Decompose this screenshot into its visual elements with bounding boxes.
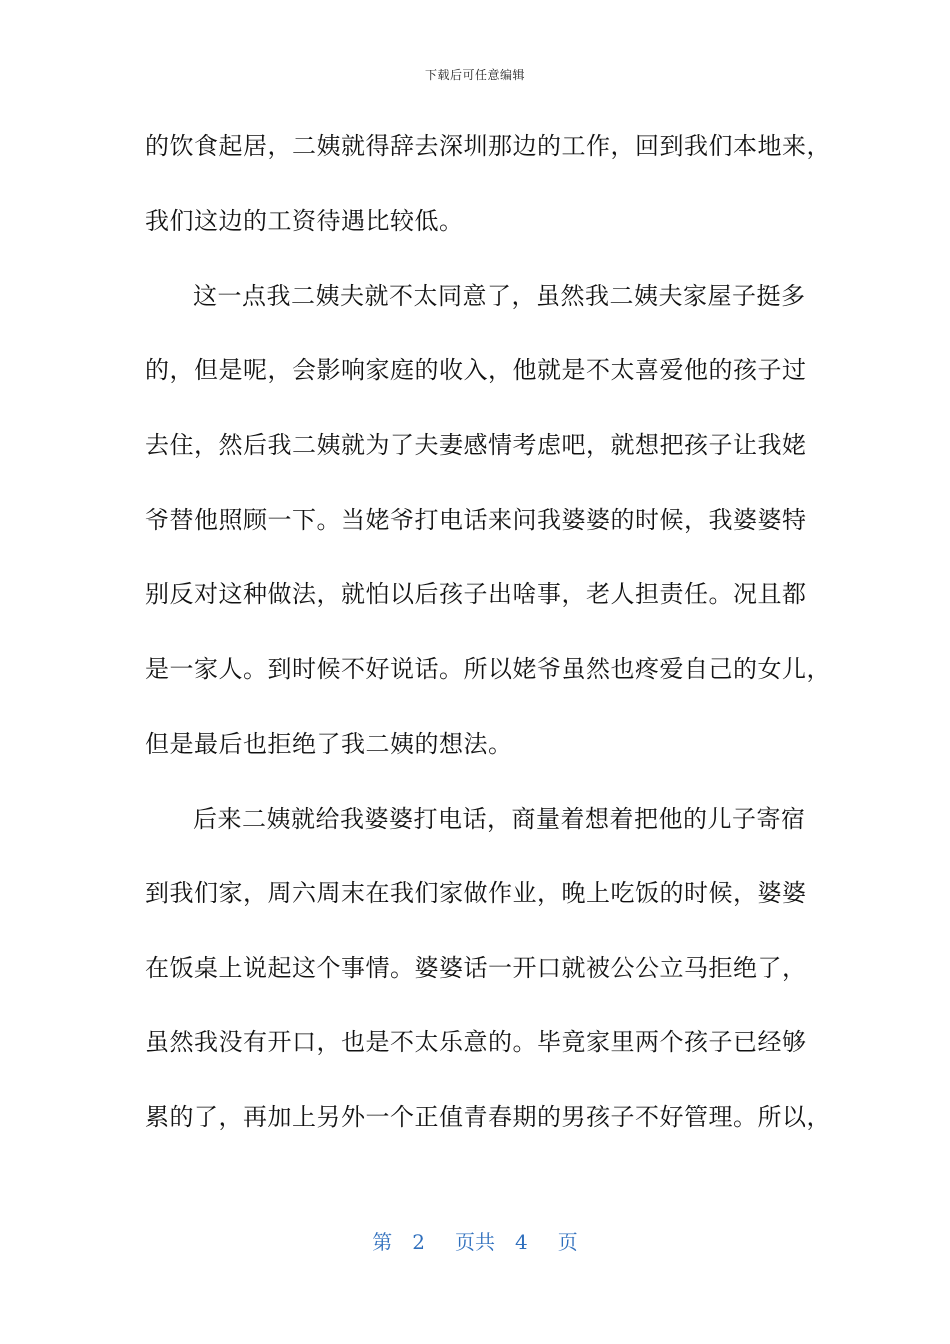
text-line: 的饮食起居，二姨就得辞去深圳那边的工作，回到我们本地来， bbox=[145, 132, 831, 160]
text-line: 但是最后也拒绝了我二姨的想法。 bbox=[145, 730, 513, 758]
text-line: 别反对这种做法，就怕以后孩子出啥事，老人担责任。况且都 bbox=[145, 580, 807, 608]
paragraph-start-line: 这一点我二姨夫就不太同意了，虽然我二姨夫家屋子挺多 bbox=[193, 282, 806, 310]
footer-prefix: 第 bbox=[372, 1230, 393, 1254]
text-line: 累的了，再加上另外一个正值青春期的男孩子不好管理。所以， bbox=[145, 1103, 831, 1131]
text-line: 爷替他照顾一下。当姥爷打电话来问我婆婆的时候，我婆婆特 bbox=[145, 506, 807, 534]
footer-suffix: 页 bbox=[557, 1230, 578, 1254]
text-line: 到我们家，周六周末在我们家做作业，晚上吃饭的时候，婆婆 bbox=[145, 879, 807, 907]
text-line: 在饭桌上说起这个事情。婆婆话一开口就被公公立马拒绝了， bbox=[145, 954, 807, 982]
text-line: 的，但是呢，会影响家庭的收入，他就是不太喜爱他的孩子过 bbox=[145, 356, 807, 384]
page-footer bbox=[0, 1226, 950, 1255]
text-line: 我们这边的工资待遇比较低。 bbox=[145, 207, 464, 235]
page-header: 下载后可任意编辑 bbox=[424, 68, 525, 82]
current-page-number: 2 bbox=[412, 1230, 425, 1254]
paragraph-start-line: 后来二姨就给我婆婆打电话，商量着想着把他的儿子寄宿 bbox=[193, 805, 806, 833]
footer-middle: 页共 bbox=[455, 1230, 495, 1254]
text-line: 虽然我没有开口，也是不太乐意的。毕竟家里两个孩子已经够 bbox=[145, 1028, 807, 1056]
text-line: 去住，然后我二姨就为了夫妻感情考虑吧，就想把孩子让我姥 bbox=[145, 431, 807, 459]
total-pages-number: 4 bbox=[515, 1230, 528, 1254]
text-line: 是一家人。到时候不好说话。所以姥爷虽然也疼爱自己的女儿， bbox=[145, 655, 831, 683]
